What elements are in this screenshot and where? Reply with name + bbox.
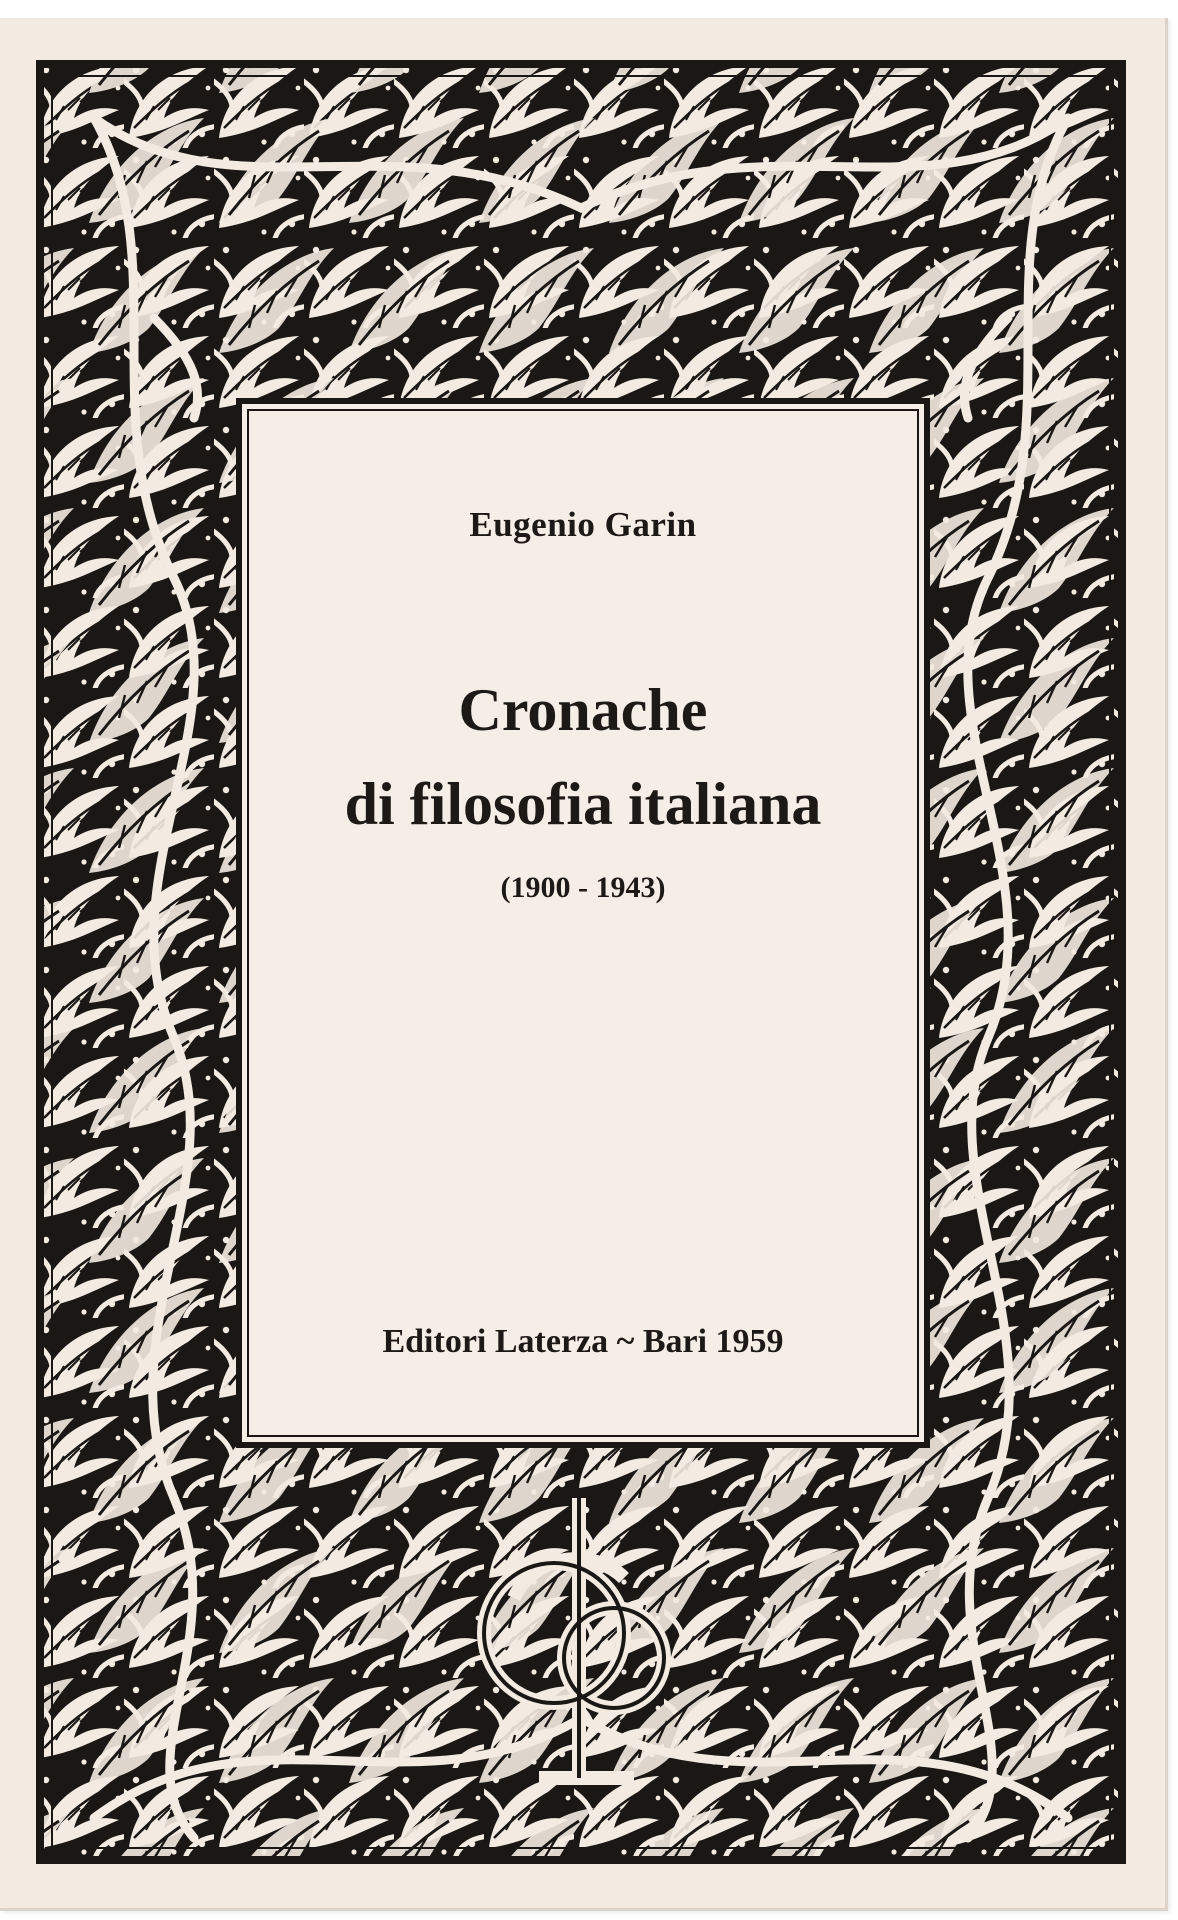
book-title-line-1: Cronache [458,677,708,743]
book-cover [0,18,1168,1911]
publisher-imprint: Editori Laterza ~ Bari 1959 [382,1323,784,1360]
year-range: (1900 - 1943) [500,871,666,904]
title-panel [247,409,919,1437]
book-title [249,663,917,851]
author-name: Eugenio Garin [469,505,697,544]
book-title-line-2: di filosofia italiana [344,771,822,837]
